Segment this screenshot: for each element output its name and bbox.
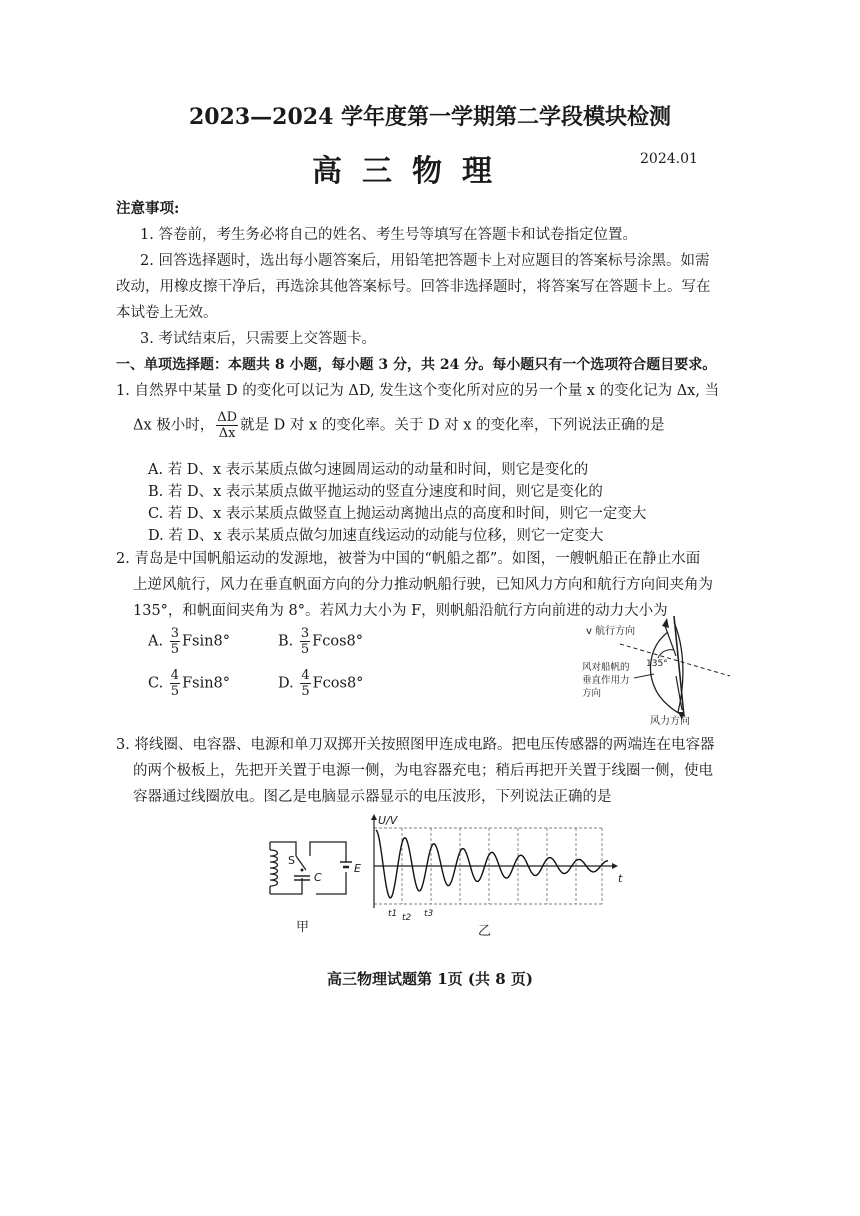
fig-capacitor-label: C xyxy=(314,871,322,884)
q1-line-2-b: 就是 D 对 x 的变化率。关于 D 对 x 的变化率，下列说法正确的是 xyxy=(240,417,665,434)
fig-v-label: v 航行方向 xyxy=(586,626,636,637)
fig-switch-label: S xyxy=(288,854,295,867)
q2-option-b-num: 3 xyxy=(300,626,310,641)
q2-option-c xyxy=(148,668,230,699)
y-axis-arrow-icon xyxy=(371,814,377,820)
fig-jia-label: 甲 xyxy=(296,920,310,935)
q1-frac-num: ΔD xyxy=(217,410,238,425)
q1-line-2-a: Δx 极小时， xyxy=(133,417,215,434)
q2-line-3: 135°，和帆面间夹角为 8°。若风力大小为 F，则帆船沿航行方向前进的动力大小为 xyxy=(133,603,668,619)
notice-item-2-line-1: 2. 回答选择题时，选出每小题答案后，用铅笔把答题卡上对应题目的答案标号涂黑。如需 xyxy=(140,253,710,269)
q2-option-b-label: B. xyxy=(278,633,294,650)
q2-option-a-num: 3 xyxy=(170,626,179,641)
q1-option-a: A. 若 D、x 表示某质点做匀速圆周运动的动量和时间，则它是变化的 xyxy=(148,462,589,478)
q1-option-b: B. 若 D、x 表示某质点做平抛运动的竖直分速度和时间，则它是变化的 xyxy=(148,484,603,500)
notice-heading: 注意事项: xyxy=(116,200,180,217)
exam-date: 2024.01 xyxy=(640,151,698,167)
q2-option-d-tail: Fcos8° xyxy=(312,675,364,692)
q1-option-d: D. 若 D、x 表示某质点做匀加速直线运动的动能与位移，则它一定变大 xyxy=(148,528,604,544)
q2-option-a-label: A. xyxy=(148,633,164,650)
waveform-curve xyxy=(376,830,608,898)
fig-t2-label: t2 xyxy=(402,913,412,923)
angle-arc xyxy=(658,650,674,658)
notice-item-2-line-3: 本试卷上无效。 xyxy=(116,305,218,321)
fig-t3-label: t3 xyxy=(424,909,434,919)
q2-option-c-num: 4 xyxy=(170,668,180,683)
q2-option-b xyxy=(278,626,363,657)
q1-option-c: C. 若 D、x 表示某质点做竖直上抛运动离抛出点的高度和时间，则它一定变大 xyxy=(148,506,647,522)
q3-line-3: 容器通过线圈放电。图乙是电脑显示器显示的电压波形，下列说法正确的是 xyxy=(133,789,612,805)
fig-t-label: t xyxy=(618,872,623,885)
notice-item-1: 1. 答卷前，考生务必将自己的姓名、考生号等填写在答题卡和试卷指定位置。 xyxy=(140,227,637,243)
fig-wind-label: 风力方向 xyxy=(650,716,690,727)
circuit-diagram xyxy=(258,832,362,904)
sailboat-force-diagram xyxy=(580,616,740,728)
section-heading: 一、单项选择题：本题共 8 小题，每小题 3 分，共 24 分。每小题只有一个选项符合题目要求。 xyxy=(116,357,717,373)
fig-battery-label: E xyxy=(354,862,361,875)
heading-line xyxy=(665,626,676,656)
coil-icon xyxy=(270,850,278,886)
fig-force-label-2: 垂直作用力 xyxy=(582,675,630,686)
q2-option-b-tail: Fcos8° xyxy=(312,633,363,650)
q2-option-c-label: C. xyxy=(148,675,164,692)
x-axis-arrow-icon xyxy=(612,863,618,869)
switch-blade-icon xyxy=(296,856,306,870)
q2-option-d xyxy=(278,668,363,699)
sail-hull xyxy=(650,632,684,716)
q2-option-a-tail: Fsin8° xyxy=(181,633,230,650)
q1-frac-den: Δx xyxy=(218,426,236,441)
q2-option-c-den: 5 xyxy=(170,684,180,699)
exam-title: 2023—2024 学年度第一学期第二学段模块检测 xyxy=(188,104,672,130)
fig-yi-label: 乙 xyxy=(478,924,492,939)
q2-option-a-den: 5 xyxy=(170,642,179,657)
q2-option-c-tail: Fsin8° xyxy=(182,675,231,692)
circuit-wires-right xyxy=(310,842,346,894)
q1-fraction xyxy=(216,410,238,441)
q2-option-a xyxy=(148,626,230,657)
fig-angle-label: 135° xyxy=(646,659,668,669)
q2-line-2: 上逆风航行，风力在垂直帆面方向的分力推动帆船行驶，已知风力方向和航行方向间夹角为 xyxy=(133,577,713,593)
voltage-waveform xyxy=(362,812,630,923)
q2-option-d-num: 4 xyxy=(301,668,310,683)
fig-t1-label: t1 xyxy=(388,909,398,919)
fig-force-label-1: 风对船帆的 xyxy=(582,662,630,673)
q2-option-b-den: 5 xyxy=(300,642,310,657)
q2-option-d-den: 5 xyxy=(301,684,310,699)
sail-plane-line xyxy=(620,644,730,676)
q3-line-1: 3. 将线圈、电容器、电源和单刀双掷开关按照图甲连成电路。把电压传感器的两端连在电容器 xyxy=(116,737,715,753)
notice-item-3: 3. 考试结束后，只需要上交答题卡。 xyxy=(140,331,376,347)
q1-line-1: 1. 自然界中某量 D 的变化可以记为 ΔD, 发生这个变化所对应的另一个量 x 的变化记为 Δx, 当 xyxy=(116,383,720,399)
q2-line-1: 2. 青岛是中国帆船运动的发源地，被誉为中国的“帆船之都”。如图，一艘帆船正在静止水面 xyxy=(116,551,701,567)
notice-item-2-line-2: 改动，用橡皮擦干净后，再选涂其他答案标号。回答非选择题时，将答案写在答题卡上。写在 xyxy=(116,279,711,295)
q1-line-2 xyxy=(133,410,665,441)
switch-pivot xyxy=(301,869,304,872)
subject-title: 高三物理 xyxy=(312,154,512,189)
q2-option-d-label: D. xyxy=(278,675,294,692)
fig-uv-label: U/V xyxy=(378,814,398,827)
q3-line-2: 的两个极板上，先把开关置于电源一侧，为电容器充电；稍后再把开关置于线圈一侧，使电 xyxy=(133,763,713,779)
page-footer: 高三物理试题第 1页 (共 8 页) xyxy=(327,970,533,988)
fig-force-label-3: 方向 xyxy=(582,688,602,699)
